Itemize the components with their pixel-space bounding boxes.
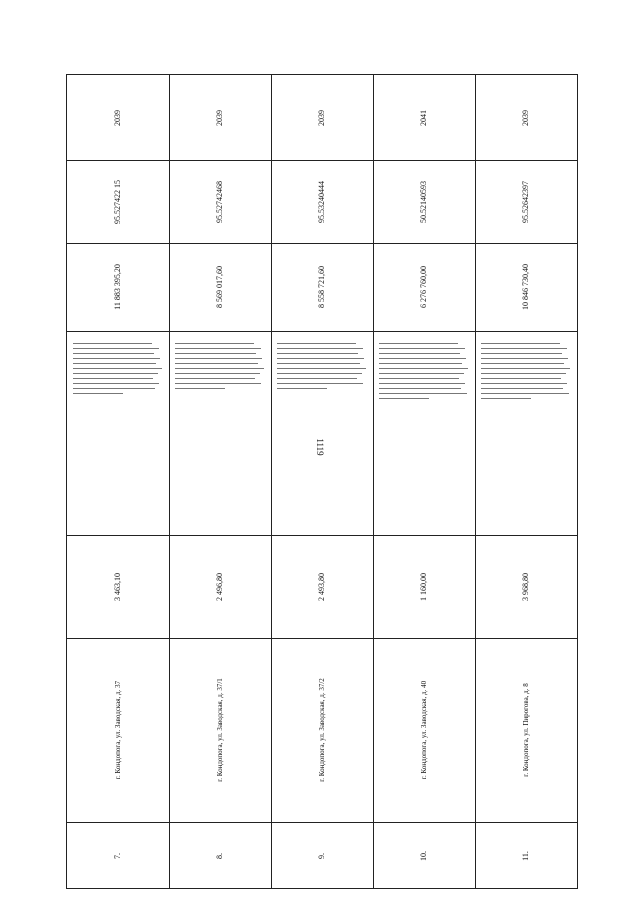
year: 2039	[113, 109, 122, 126]
area-cell	[67, 535, 169, 638]
text-line	[73, 373, 158, 374]
code: 95.527422 15	[113, 179, 122, 224]
number-cell	[373, 822, 475, 890]
text-line	[379, 388, 461, 389]
address: г. Кондопога, ул. Пирогова, д. 8	[522, 683, 530, 777]
code: 95.52642397	[521, 180, 530, 223]
text-line	[175, 353, 256, 354]
code: 50.52140593	[419, 180, 428, 223]
text-line	[379, 353, 460, 354]
text-line	[379, 348, 465, 349]
text-line	[379, 373, 464, 374]
text-line	[277, 383, 363, 384]
row-number: 8.	[215, 853, 224, 859]
text-line	[175, 373, 260, 374]
description-paragraph	[379, 339, 469, 527]
number-cell	[67, 822, 169, 890]
year-cell	[169, 75, 271, 160]
text-line	[277, 388, 327, 389]
text-line	[175, 388, 225, 389]
row-number: 7.	[113, 853, 122, 859]
number-cell	[475, 822, 577, 890]
year: 2039	[215, 109, 224, 126]
code-cell	[475, 160, 577, 243]
text-line	[73, 378, 153, 379]
description-paragraph	[277, 339, 367, 527]
address-cell	[475, 638, 577, 822]
text-line	[175, 378, 255, 379]
text-line	[481, 398, 531, 399]
page-number: 1119	[315, 438, 325, 456]
text-line	[379, 368, 468, 369]
address-cell	[169, 638, 271, 822]
text-line	[277, 353, 358, 354]
address-cell	[271, 638, 373, 822]
address: г. Кондопога, ул. Заводская, д. 37/2	[318, 678, 326, 782]
text-line	[379, 378, 459, 379]
text-line	[277, 348, 363, 349]
text-line	[277, 343, 356, 344]
description-cell	[169, 331, 271, 535]
table-row	[373, 75, 475, 890]
text-line	[277, 358, 364, 359]
text-line	[481, 393, 569, 394]
text-line	[73, 368, 162, 369]
year-cell	[373, 75, 475, 160]
cost-cell	[169, 243, 271, 331]
description-cell	[373, 331, 475, 535]
text-line	[481, 388, 563, 389]
text-line	[175, 343, 254, 344]
text-line	[73, 358, 160, 359]
year-cell	[475, 75, 577, 160]
table-row	[67, 75, 169, 890]
description-cell	[475, 331, 577, 535]
text-line	[481, 348, 567, 349]
text-line	[481, 358, 568, 359]
text-line	[73, 348, 159, 349]
address-cell	[373, 638, 475, 822]
area-cell	[169, 535, 271, 638]
area-cell	[373, 535, 475, 638]
text-line	[379, 358, 466, 359]
text-line	[73, 363, 156, 364]
year: 2041	[419, 109, 428, 126]
text-line	[379, 363, 462, 364]
text-line	[73, 393, 123, 394]
cost: 11 883 395,20	[113, 264, 122, 310]
cost-cell	[475, 243, 577, 331]
area: 3 968,80	[521, 572, 530, 601]
text-line	[481, 368, 570, 369]
text-line	[379, 343, 458, 344]
text-line	[175, 348, 261, 349]
text-line	[175, 363, 258, 364]
number-cell	[169, 822, 271, 890]
area: 1 160,00	[419, 572, 428, 601]
text-line	[379, 398, 429, 399]
description-paragraph	[73, 339, 163, 527]
cost-cell	[271, 243, 373, 331]
address: г. Кондопога, ул. Заводская, д. 37/1	[216, 678, 224, 782]
description-paragraph	[481, 339, 571, 527]
text-line	[481, 378, 561, 379]
text-line	[277, 363, 360, 364]
text-line	[481, 373, 566, 374]
cost-cell	[67, 243, 169, 331]
text-line	[379, 393, 467, 394]
year-cell	[67, 75, 169, 160]
area-cell	[475, 535, 577, 638]
cost: 6 276 760,00	[419, 266, 428, 308]
table-row	[271, 75, 373, 890]
row-number: 11.	[521, 851, 530, 861]
text-line	[481, 383, 567, 384]
code-cell	[271, 160, 373, 243]
text-line	[481, 343, 560, 344]
number-cell	[271, 822, 373, 890]
text-line	[277, 368, 366, 369]
area-cell	[271, 535, 373, 638]
address: г. Кондопога, ул. Заводская, д. 37	[114, 680, 122, 780]
text-line	[175, 368, 264, 369]
area: 2 493,80	[317, 572, 326, 601]
text-line	[481, 353, 562, 354]
row-number: 9.	[317, 853, 326, 859]
cost: 8 558 721,60	[317, 266, 326, 308]
description-cell	[67, 331, 169, 535]
row-number: 10.	[419, 851, 428, 861]
address-cell	[67, 638, 169, 822]
text-line	[73, 353, 154, 354]
text-line	[73, 383, 159, 384]
text-line	[277, 378, 357, 379]
table-row	[475, 75, 577, 890]
code: 95.53240444	[317, 180, 326, 223]
cost-cell	[373, 243, 475, 331]
description-cell	[271, 331, 373, 535]
text-line	[481, 363, 564, 364]
table-row	[169, 75, 271, 890]
year-cell	[271, 75, 373, 160]
code-cell	[373, 160, 475, 243]
cost: 8 569 017,60	[215, 266, 224, 308]
text-line	[73, 388, 155, 389]
area: 2 496,80	[215, 572, 224, 601]
text-line	[277, 373, 362, 374]
area: 3 463,10	[113, 572, 122, 601]
address: г. Кондопога, ул. Заводская, д. 40	[420, 680, 428, 780]
code-cell	[67, 160, 169, 243]
document-table	[66, 74, 578, 889]
text-line	[175, 383, 261, 384]
text-line	[379, 383, 465, 384]
year: 2039	[317, 109, 326, 126]
text-line	[73, 343, 152, 344]
cost: 10 846 730,40	[521, 264, 530, 310]
text-line	[175, 358, 262, 359]
code: 95.52742468	[215, 180, 224, 223]
code-cell	[169, 160, 271, 243]
description-paragraph	[175, 339, 265, 527]
year: 2039	[521, 109, 530, 126]
